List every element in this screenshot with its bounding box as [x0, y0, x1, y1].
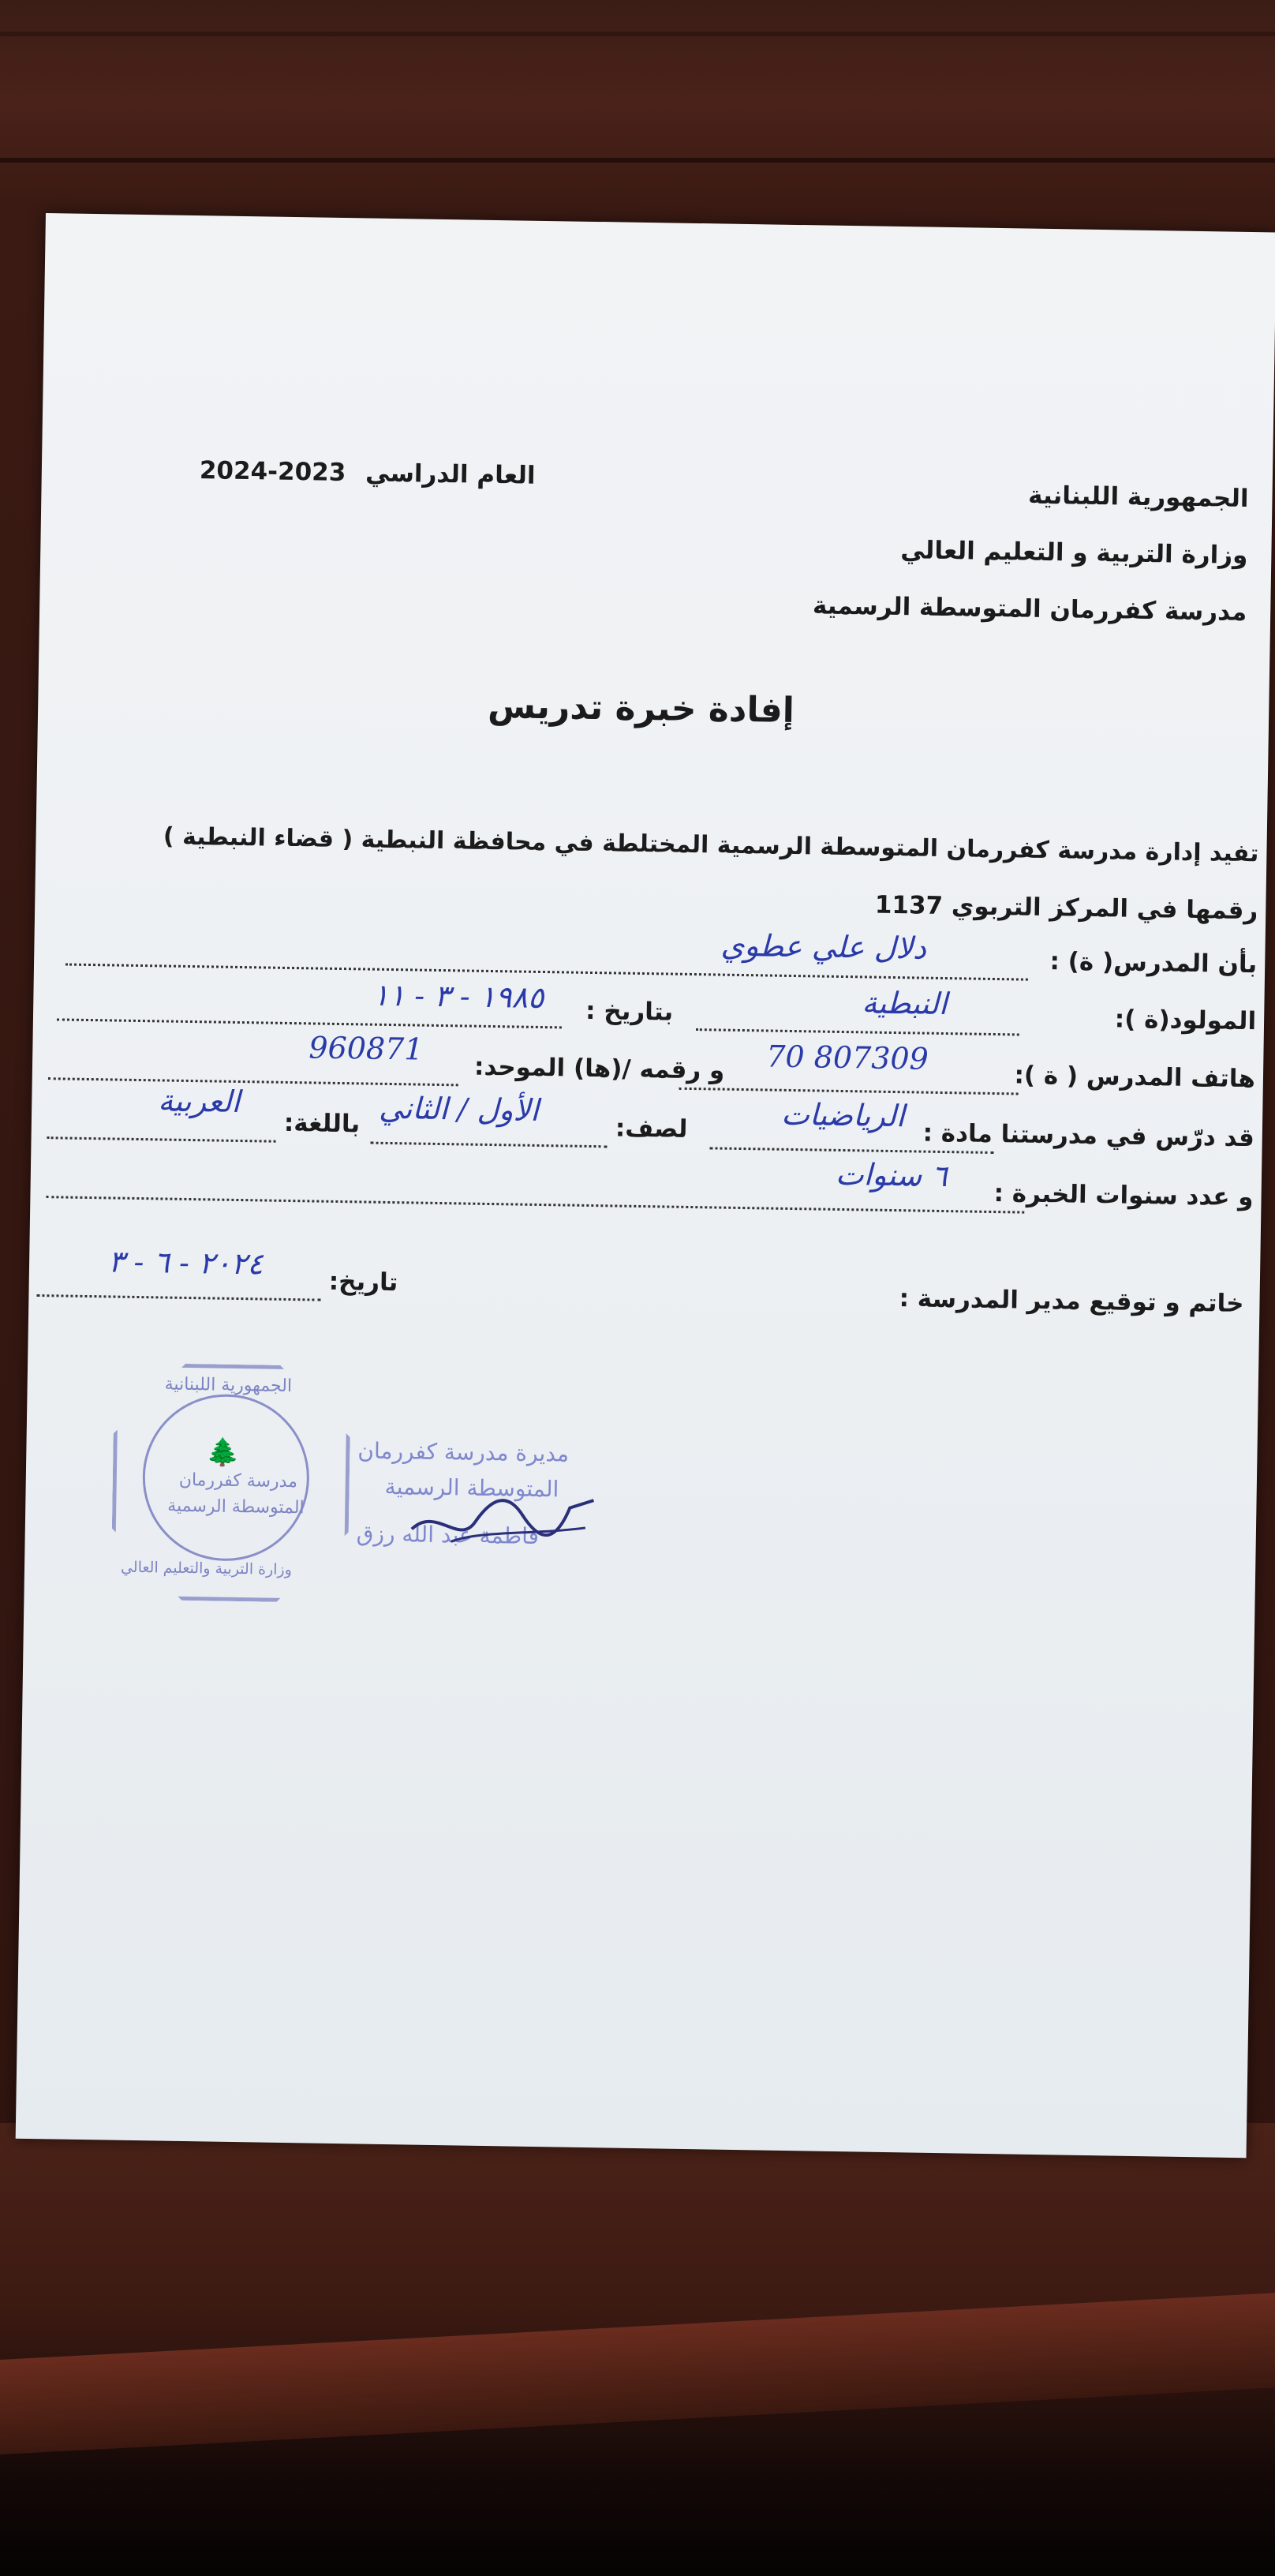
- birth-place-handwritten: النبطية: [862, 985, 948, 1022]
- class-dots: [371, 1142, 608, 1148]
- date-dots: [36, 1294, 320, 1301]
- phone-dots: [679, 1088, 1019, 1095]
- teacher-dots: [65, 964, 1028, 981]
- teacher-name-handwritten: دلال علي عطوي: [720, 927, 927, 966]
- phone-label: هاتف المدرس ( ة ):: [1014, 1061, 1256, 1094]
- years-label: و عدد سنوات الخبرة :: [993, 1179, 1254, 1212]
- born-label: المولود(ة ):: [1114, 1005, 1257, 1036]
- ministry-name: وزارة التربية و التعليم العالي: [900, 536, 1248, 570]
- subject-dots: [709, 1147, 993, 1154]
- unified-label: و رقمه /(ها) الموحد:: [473, 1052, 725, 1085]
- academic-year-label: العام الدراسي: [365, 459, 536, 490]
- academic-year-value: 2024-2023: [199, 456, 346, 488]
- principal-seal-line1: مديرة مدرسة كفررمان: [357, 1437, 570, 1467]
- teacher-label: بأن المدرس( ة) :: [1049, 947, 1258, 979]
- principal-signature: [403, 1473, 610, 1563]
- stamp-ring-top: الجمهورية اللبنانية: [164, 1374, 293, 1397]
- desk-grain: [0, 32, 1275, 36]
- unified-dots: [48, 1077, 458, 1086]
- principal-seal-line2: المتوسطة الرسمية: [384, 1473, 559, 1503]
- page-title: إفادة خبرة تدريس: [487, 685, 795, 731]
- unified-handwritten: 960871: [308, 1030, 424, 1067]
- class-handwritten: الأول / الثاني: [378, 1090, 540, 1128]
- dob-label: بتاريخ :: [585, 996, 674, 1027]
- certificate-paper: [16, 213, 1275, 2158]
- body-line-1: تفيد إدارة مدرسة كفررمان المتوسطة الرسمية المختلطة في محافظة النبطية ( قضاء النبطية ): [163, 822, 1259, 868]
- signature-label: خاتم و توقيع مدير المدرسة :: [899, 1284, 1244, 1319]
- subject-label: قد درّس في مدرستنا مادة :: [922, 1118, 1255, 1153]
- class-label: لصف:: [615, 1114, 688, 1144]
- academic-year: [200, 456, 536, 490]
- stamp-ring-bottom: وزارة التربية والتعليم العالي: [120, 1558, 293, 1579]
- born-dots: [696, 1028, 1019, 1035]
- dob-dots: [57, 1018, 562, 1028]
- lang-label: باللغة:: [283, 1108, 361, 1139]
- phone-handwritten: 70 807309: [765, 1039, 929, 1076]
- official-stamp-content: [111, 1363, 344, 1596]
- school-name: مدرسة كفررمان المتوسطة الرسمية: [812, 591, 1247, 627]
- principal-seal-line3: فاطمة عبد الله رزق: [356, 1520, 540, 1550]
- subject-handwritten: الرياضيات: [780, 1096, 905, 1134]
- lang-dots: [47, 1136, 276, 1143]
- stamp-center-1: مدرسة كفررمان: [178, 1470, 298, 1492]
- body-line-2: رقمها في المركز التربوي 1137: [874, 890, 1258, 926]
- dob-handwritten: ١٩٨٥ - ٣ - ١١: [372, 977, 544, 1016]
- republic-name: الجمهورية اللبنانية: [1027, 481, 1249, 513]
- years-handwritten: ٦ سنوات: [835, 1156, 948, 1194]
- desk-grain: [0, 158, 1275, 163]
- date-label: تاريخ:: [328, 1267, 398, 1297]
- cedar-icon: 🌲: [206, 1436, 241, 1470]
- date-handwritten: ٢٠٢٤ - ٦ - ٣: [107, 1244, 264, 1282]
- years-dots: [46, 1196, 1024, 1213]
- stamp-center-2: المتوسطة الرسمية: [167, 1496, 305, 1518]
- lang-handwritten: العربية: [158, 1083, 241, 1120]
